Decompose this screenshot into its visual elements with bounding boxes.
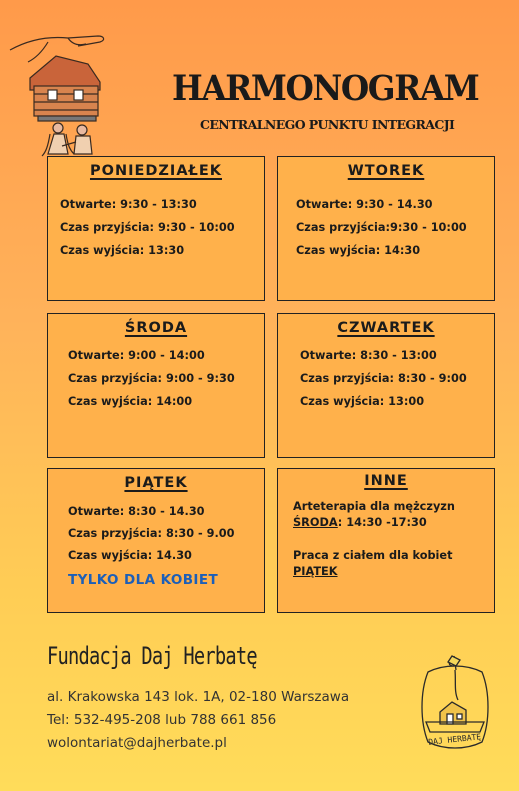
arrival-time: Czas przyjścia: 8:30 - 9:00	[300, 372, 467, 385]
art-therapy-day: ŚRODA	[293, 516, 338, 529]
opening-hours: Otwarte: 9:30 - 14.30	[296, 198, 433, 211]
other-activities-box	[277, 468, 495, 613]
arrival-time: Czas przyjścia: 8:30 - 9.00	[68, 527, 235, 540]
phone-line: Tel: 532-495-208 lub 788 661 856	[47, 712, 277, 728]
body-work-day: PIĄTEK	[293, 565, 338, 578]
page-subtitle: CENTRALNEGO PUNKTU INTEGRACJI	[200, 117, 455, 132]
arrival-time: Czas przyjścia: 9:30 - 10:00	[60, 221, 235, 234]
departure-time: Czas wyjścia: 13:30	[60, 244, 185, 257]
arrival-time: Czas przyjścia:9:30 - 10:00	[296, 221, 467, 234]
day-title: CZWARTEK	[337, 320, 435, 336]
day-box-monday	[47, 156, 265, 301]
foundation-name: Fundacja Daj Herbatę	[47, 642, 257, 670]
opening-hours: Otwarte: 9:30 - 13:30	[60, 198, 197, 211]
body-work-title: Praca z ciałem dla kobiet	[293, 549, 453, 562]
day-box-wednesday	[47, 313, 265, 458]
daj-herbate-logo	[414, 652, 496, 752]
day-title: PIĄTEK	[124, 475, 188, 491]
art-therapy-title: Arteterapia dla mężczyzn	[293, 500, 455, 513]
day-title: WTOREK	[347, 163, 425, 179]
svg-text:DAJ HERBATĘ: DAJ HERBATĘ	[427, 732, 482, 747]
email-link[interactable]: wolontariat@dajherbate.pl	[47, 735, 227, 751]
art-therapy-time: : 14:30 -17:30	[337, 516, 427, 529]
art-therapy-schedule	[293, 515, 494, 531]
day-title: ŚRODA	[124, 320, 188, 336]
opening-hours: Otwarte: 8:30 - 14.30	[68, 505, 205, 518]
departure-time: Czas wyjścia: 14:30	[296, 244, 421, 257]
contact-block	[47, 686, 349, 755]
departure-time: Czas wyjścia: 14:00	[68, 395, 193, 408]
opening-hours: Otwarte: 8:30 - 13:00	[300, 349, 437, 362]
departure-time: Czas wyjścia: 13:00	[300, 395, 425, 408]
arrival-time: Czas przyjścia: 9:00 - 9:30	[68, 372, 235, 385]
page-title: HARMONOGRAM	[172, 68, 479, 109]
women-only-note: TYLKO DLA KOBIET	[68, 572, 219, 588]
day-box-friday	[47, 468, 265, 613]
departure-time: Czas wyjścia: 14.30	[68, 549, 192, 562]
address-line: al. Krakowska 143 lok. 1A, 02-180 Warszawa	[47, 689, 350, 705]
day-title: PONIEDZIAŁEK	[89, 163, 222, 179]
day-box-tuesday	[277, 156, 495, 301]
other-title: INNE	[364, 473, 408, 489]
hand-house-illustration	[8, 30, 116, 158]
day-box-thursday	[277, 313, 495, 458]
opening-hours: Otwarte: 9:00 - 14:00	[68, 349, 205, 362]
